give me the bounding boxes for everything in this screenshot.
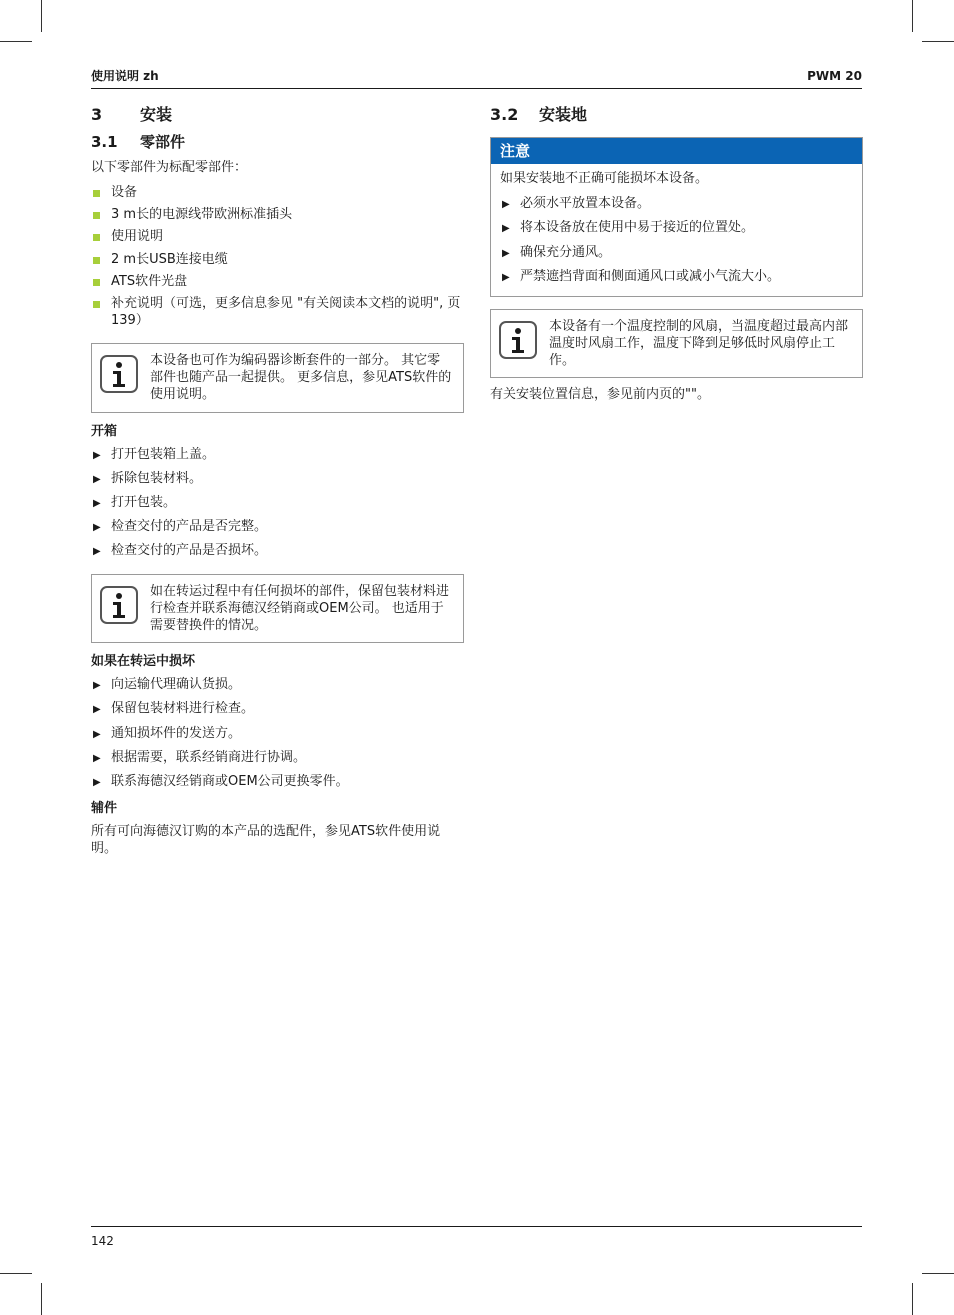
parts-list (91, 184, 464, 329)
crop-mark (912, 1283, 913, 1315)
triangle-right-icon: ▶ (93, 522, 101, 534)
triangle-right-icon: ▶ (93, 473, 101, 485)
list-item: 3 m长的电源线带欧洲标准插头 (91, 206, 464, 223)
triangle-right-icon: ▶ (93, 704, 101, 716)
unpack-steps (91, 446, 464, 560)
info-note (91, 574, 464, 643)
list-item: ▶ 向运输代理确认货损。 (93, 677, 242, 693)
damage-heading: 如果在转运中损坏 (91, 654, 196, 670)
triangle-right-icon: ▶ (93, 752, 101, 764)
crop-mark (0, 1273, 32, 1274)
location-footnote: 有关安装位置信息，参见前内页的""。 (490, 387, 710, 403)
triangle-right-icon: ▶ (93, 546, 101, 558)
info-text: 本设备有一个温度控制的风扇，当温度超过最高内部温度时风扇工作，温度下降到足够低时风扇停止工作。 (549, 318, 849, 369)
info-text: 本设备也可作为编码器诊断套件的一部分。 其它零部件也随产品一起提供。 更多信息，参见ATS软件的使用说明。 (150, 353, 452, 403)
list-item: ▶ 必须水平放置本设备。 (502, 196, 651, 212)
triangle-right-icon: ▶ (93, 449, 101, 461)
info-icon (499, 321, 537, 359)
section-3-heading (91, 104, 464, 125)
list-item: ▶ 打开包装箱上盖。 (93, 446, 216, 462)
square-bullet-icon (93, 279, 100, 286)
list-item: 补充说明（可选，更多信息参见 "有关阅读本文档的说明", 页 139） (91, 295, 464, 329)
crop-mark (922, 1273, 954, 1274)
section-title: 安装 (140, 105, 173, 124)
square-bullet-icon (93, 234, 100, 241)
damage-steps (91, 676, 464, 790)
header-product: PWM 20 (807, 69, 862, 83)
list-item: ▶ 保留包装材料进行检查。 (93, 701, 255, 717)
list-item: ▶ 将本设备放在使用中易于接近的位置处。 (502, 220, 755, 236)
info-icon (100, 586, 138, 624)
square-bullet-icon (93, 190, 100, 197)
notice-title: 注意 (491, 138, 862, 164)
triangle-right-icon: ▶ (502, 271, 510, 283)
list-item: ▶ 拆除包装材料。 (93, 470, 203, 486)
list-item: 使用说明 (91, 228, 464, 245)
info-note (490, 309, 863, 378)
triangle-right-icon: ▶ (93, 776, 101, 788)
crop-mark (41, 0, 42, 32)
parts-intro: 以下零部件为标配零部件： (91, 159, 248, 175)
notice-steps (500, 195, 853, 285)
square-bullet-icon (93, 301, 100, 308)
list-item: ▶ 根据需要，联系经销商进行协调。 (93, 749, 307, 765)
list-item: ATS软件光盘 (91, 273, 464, 290)
triangle-right-icon: ▶ (93, 498, 101, 510)
left-column (91, 104, 464, 865)
crop-mark (922, 41, 954, 42)
triangle-right-icon: ▶ (502, 223, 510, 235)
section-number: 3 (91, 105, 103, 124)
list-item: ▶ 确保充分通风。 (502, 244, 612, 260)
page-number: 142 (91, 1234, 114, 1248)
square-bullet-icon (93, 212, 100, 219)
triangle-right-icon: ▶ (502, 199, 510, 211)
info-text: 如在转运过程中有任何损坏的部件，保留包装材料进行检查并联系海德汉经销商或OEM公司。 也适用于需要替换件的情况。 (150, 583, 450, 633)
section-3-1-heading (91, 133, 464, 153)
page-header (91, 68, 862, 89)
triangle-right-icon: ▶ (502, 247, 510, 259)
crop-mark (41, 1283, 42, 1315)
list-item: 设备 (91, 184, 464, 201)
list-item: ▶ 严禁遮挡背面和侧面通风口或减小气流大小。 (502, 268, 781, 284)
section-number: 3.2 (490, 105, 519, 124)
notice-box (490, 137, 863, 297)
list-item: ▶ 打开包装。 (93, 495, 177, 511)
footer-rule (91, 1226, 862, 1227)
crop-mark (912, 0, 913, 32)
list-item: ▶ 联系海德汉经销商或OEM公司更换零件。 (93, 773, 349, 789)
list-item: ▶ 检查交付的产品是否损坏。 (93, 543, 268, 559)
section-number: 3.1 (91, 133, 118, 152)
header-doc-title: 使用说明 zh (91, 69, 159, 83)
triangle-right-icon: ▶ (93, 728, 101, 740)
list-item: ▶ 检查交付的产品是否完整。 (93, 519, 268, 535)
notice-text: 如果安装地不正确可能损坏本设备。 (500, 171, 709, 187)
square-bullet-icon (93, 257, 100, 264)
list-item: 2 m长USB连接电缆 (91, 251, 464, 268)
triangle-right-icon: ▶ (93, 680, 101, 692)
notice-body (491, 164, 862, 296)
section-title: 安装地 (539, 105, 588, 124)
unpack-heading: 开箱 (91, 423, 118, 439)
accessories-text: 所有可向海德汉订购的本产品的选配件，参见ATS软件使用说明。 (91, 824, 441, 857)
list-item: ▶ 通知损坏件的发送方。 (93, 725, 242, 741)
section-3-2-heading (490, 104, 863, 125)
crop-mark (0, 41, 32, 42)
accessories-heading: 辅件 (91, 800, 118, 816)
info-icon (100, 355, 138, 393)
info-note (91, 343, 464, 412)
section-title: 零部件 (140, 133, 186, 152)
right-column (490, 104, 863, 412)
